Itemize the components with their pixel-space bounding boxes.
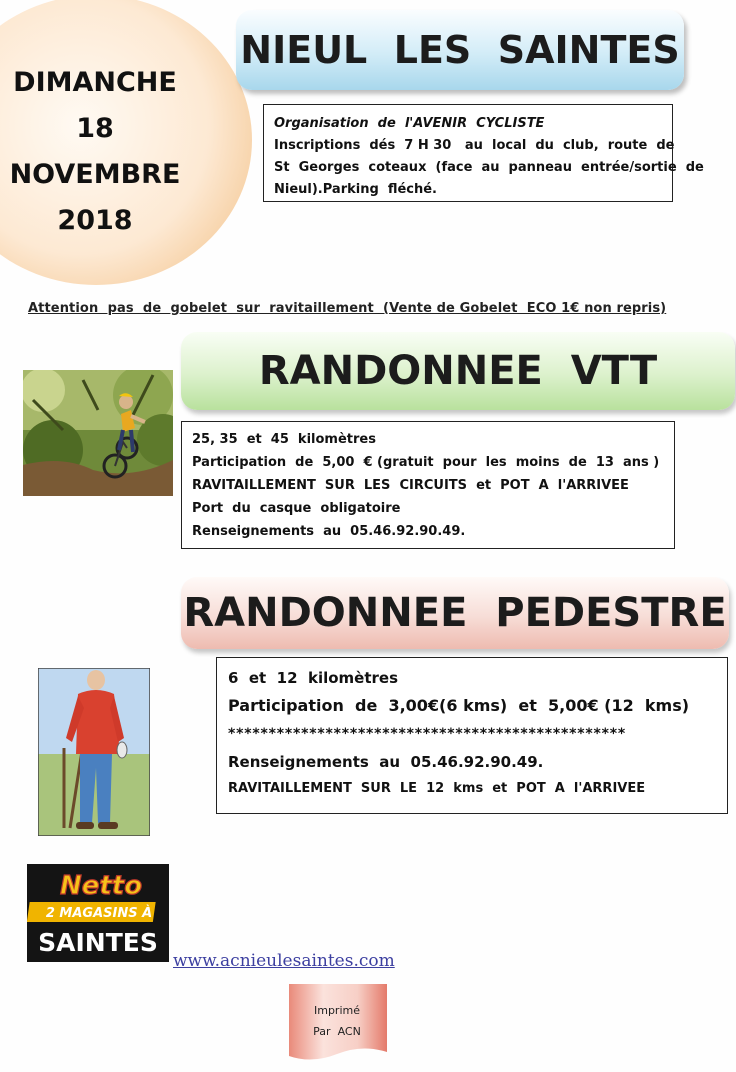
mountain-bike-photo bbox=[23, 370, 173, 496]
date-day-name: DIMANCHE bbox=[13, 67, 177, 98]
vtt-price: Participation de 5,00 € (gratuit pour les moins de 13 ans ) bbox=[192, 455, 660, 470]
vtt-banner bbox=[181, 332, 735, 410]
organisation-line: Organisation de l'AVENIR CYCLISTE bbox=[274, 116, 545, 131]
organisation-box bbox=[263, 104, 704, 202]
pedestre-title: RANDONNEE PEDESTRE bbox=[183, 590, 727, 636]
page-title: NIEUL LES SAINTES bbox=[240, 28, 680, 72]
vtt-info-box bbox=[181, 421, 675, 549]
organisation-line: St Georges coteaux (face au panneau entrée/sortie de bbox=[274, 160, 704, 175]
date-month: NOVEMBRE bbox=[9, 159, 181, 190]
pedestre-supply: RAVITAILLEMENT SUR LE 12 kms et POT A l'ARRIVEE bbox=[228, 781, 646, 796]
pedestre-price: Participation de 3,00€(6 kms) et 5,00€ (12 kms) bbox=[228, 696, 690, 715]
attention-note: Attention pas de gobelet sur ravitaillement (Vente de Gobelet ECO 1€ non repris) bbox=[28, 301, 667, 316]
pedestre-separator: ************************************************* bbox=[228, 726, 626, 742]
vtt-title: RANDONNEE VTT bbox=[258, 348, 658, 394]
organisation-line: Inscriptions dés 7 H 30 au local du club, route de bbox=[274, 138, 675, 153]
sponsor-logo bbox=[27, 864, 169, 962]
vtt-distances: 25, 35 et 45 kilomètres bbox=[192, 432, 376, 447]
pedestre-distances: 6 et 12 kilomètres bbox=[228, 669, 399, 687]
title-banner bbox=[236, 10, 684, 90]
print-line: Par ACN bbox=[313, 1025, 361, 1038]
website-link[interactable]: www.acnieulesaintes.com bbox=[173, 951, 395, 971]
date-day-number: 18 bbox=[76, 113, 114, 144]
vtt-helmet: Port du casque obligatoire bbox=[192, 501, 401, 516]
vtt-supply: RAVITAILLEMENT SUR LES CIRCUITS et POT A l'ARRIVEE bbox=[192, 478, 629, 493]
sponsor-brand: Netto bbox=[59, 871, 143, 901]
pedestre-banner bbox=[181, 577, 729, 649]
print-credit bbox=[287, 1000, 387, 1042]
vtt-contact: Renseignements au 05.46.92.90.49. bbox=[192, 524, 466, 539]
hiker-illustration bbox=[38, 668, 150, 836]
organisation-line: Nieul).Parking fléché. bbox=[274, 182, 437, 197]
sponsor-city: SAINTES bbox=[38, 928, 158, 957]
pedestre-info-box bbox=[216, 657, 728, 814]
event-date bbox=[0, 60, 190, 244]
print-line: Imprimé bbox=[313, 1004, 360, 1017]
pedestre-contact: Renseignements au 05.46.92.90.49. bbox=[228, 753, 544, 771]
sponsor-tagline: 2 MAGASINS À bbox=[45, 906, 153, 921]
date-year: 2018 bbox=[57, 205, 133, 236]
